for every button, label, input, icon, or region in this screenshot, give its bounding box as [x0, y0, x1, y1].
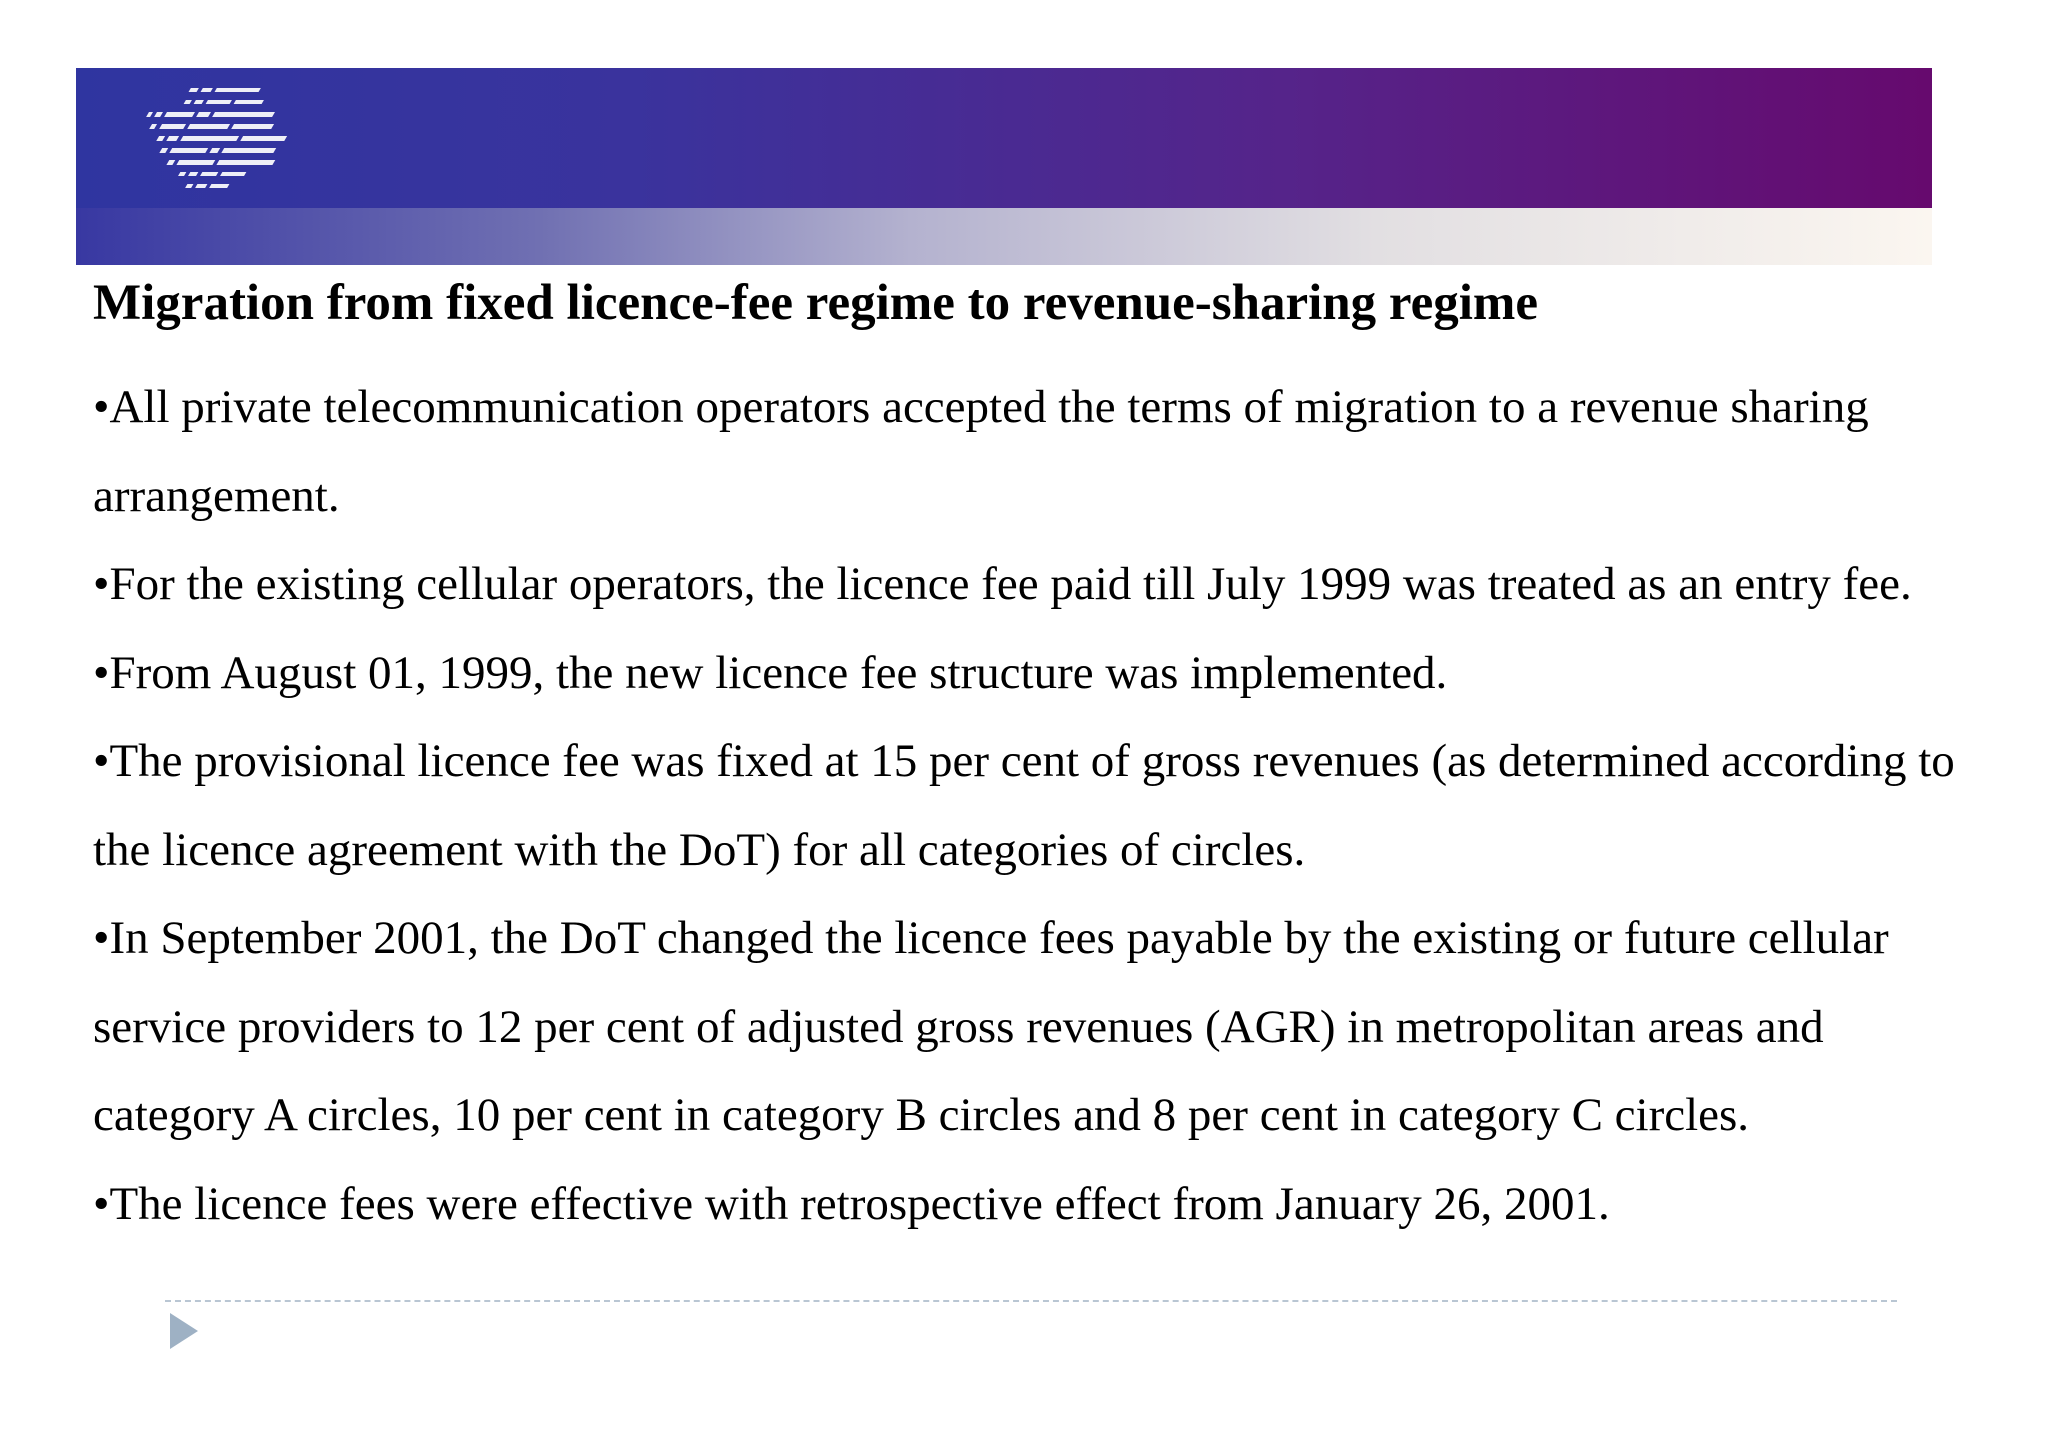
bullet-item: •In September 2001, the DoT changed the licence fees payable by the existing or future cellular service providers to 12 per cent of adjusted gross revenues (AGR) in metropolitan areas and category A circles, 10 per cent in category B circles and 8 per cent in category C circles. [93, 912, 1889, 1141]
footer-divider [165, 1300, 1897, 1302]
play-arrow-icon [170, 1313, 198, 1349]
bullet-item: •All private telecommunication operators accepted the terms of migration to a revenue sharing arrangement. [93, 381, 1869, 522]
banner-gradient-fade [76, 208, 1932, 265]
bullet-item: •The provisional licence fee was fixed at 15 per cent of gross revenues (as determined according to the licence agreement with the DoT) for all categories of circles. [93, 735, 1955, 876]
header-banner [76, 68, 1932, 265]
banner-gradient-top [76, 68, 1932, 208]
bullet-item: •For the existing cellular operators, the licence fee paid till July 1999 was treated as an entry fee. [93, 558, 1912, 610]
bullet-list [93, 363, 1983, 1248]
bullet-item: •From August 01, 1999, the new licence fee structure was implemented. [93, 646, 1448, 699]
striped-logo-icon [104, 86, 334, 196]
slide-title: Migration from fixed licence-fee regime to revenue-sharing regime [93, 275, 1539, 331]
bullet-item: •The licence fees were effective with retrospective effect from January 26, 2001. [93, 1177, 1610, 1230]
